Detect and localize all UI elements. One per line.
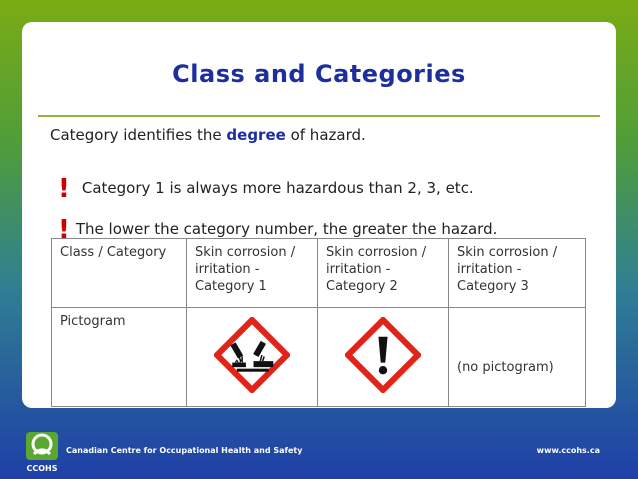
logo-text: CCOHS <box>26 464 58 473</box>
bullet-text: The lower the category number, the greater the hazard. <box>75 220 498 238</box>
intro-line <box>50 126 366 144</box>
cell-category-3: (no pictogram) <box>449 308 586 407</box>
cell-category-2 <box>318 308 449 407</box>
intro-prefix: Category identifies the <box>50 126 227 144</box>
header-category-2: Skin corrosion / irritation - Category 2 <box>318 239 449 308</box>
bullet-text: Category 1 is always more hazardous than 2, 3, etc. <box>81 179 474 197</box>
footer-website[interactable]: www.ccohs.ca <box>536 446 600 455</box>
exclamation-bullet-icon: ! <box>58 215 70 245</box>
exclamation-bullet-icon: ! <box>58 174 70 204</box>
bullet-item <box>58 174 474 204</box>
header-class-category: Class / Category <box>52 239 187 308</box>
hazard-table <box>51 238 586 407</box>
ccohs-logo-icon <box>24 430 60 474</box>
table-row <box>52 308 586 407</box>
title-divider <box>38 115 600 117</box>
intro-emphasis: degree <box>226 126 286 144</box>
footer-organization: Canadian Centre for Occupational Health and Safety <box>66 446 303 455</box>
corrosion-pictogram-icon <box>214 317 290 393</box>
slide-title: Class and Categories <box>172 60 466 88</box>
row-label-pictogram: Pictogram <box>52 308 187 407</box>
table-header-row <box>52 239 586 308</box>
exclamation-mark-pictogram-icon <box>345 317 421 393</box>
cell-category-1 <box>187 308 318 407</box>
header-category-3: Skin corrosion / irritation - Category 3 <box>449 239 586 308</box>
header-category-1: Skin corrosion / irritation - Category 1 <box>187 239 318 308</box>
intro-suffix: of hazard. <box>285 126 366 144</box>
